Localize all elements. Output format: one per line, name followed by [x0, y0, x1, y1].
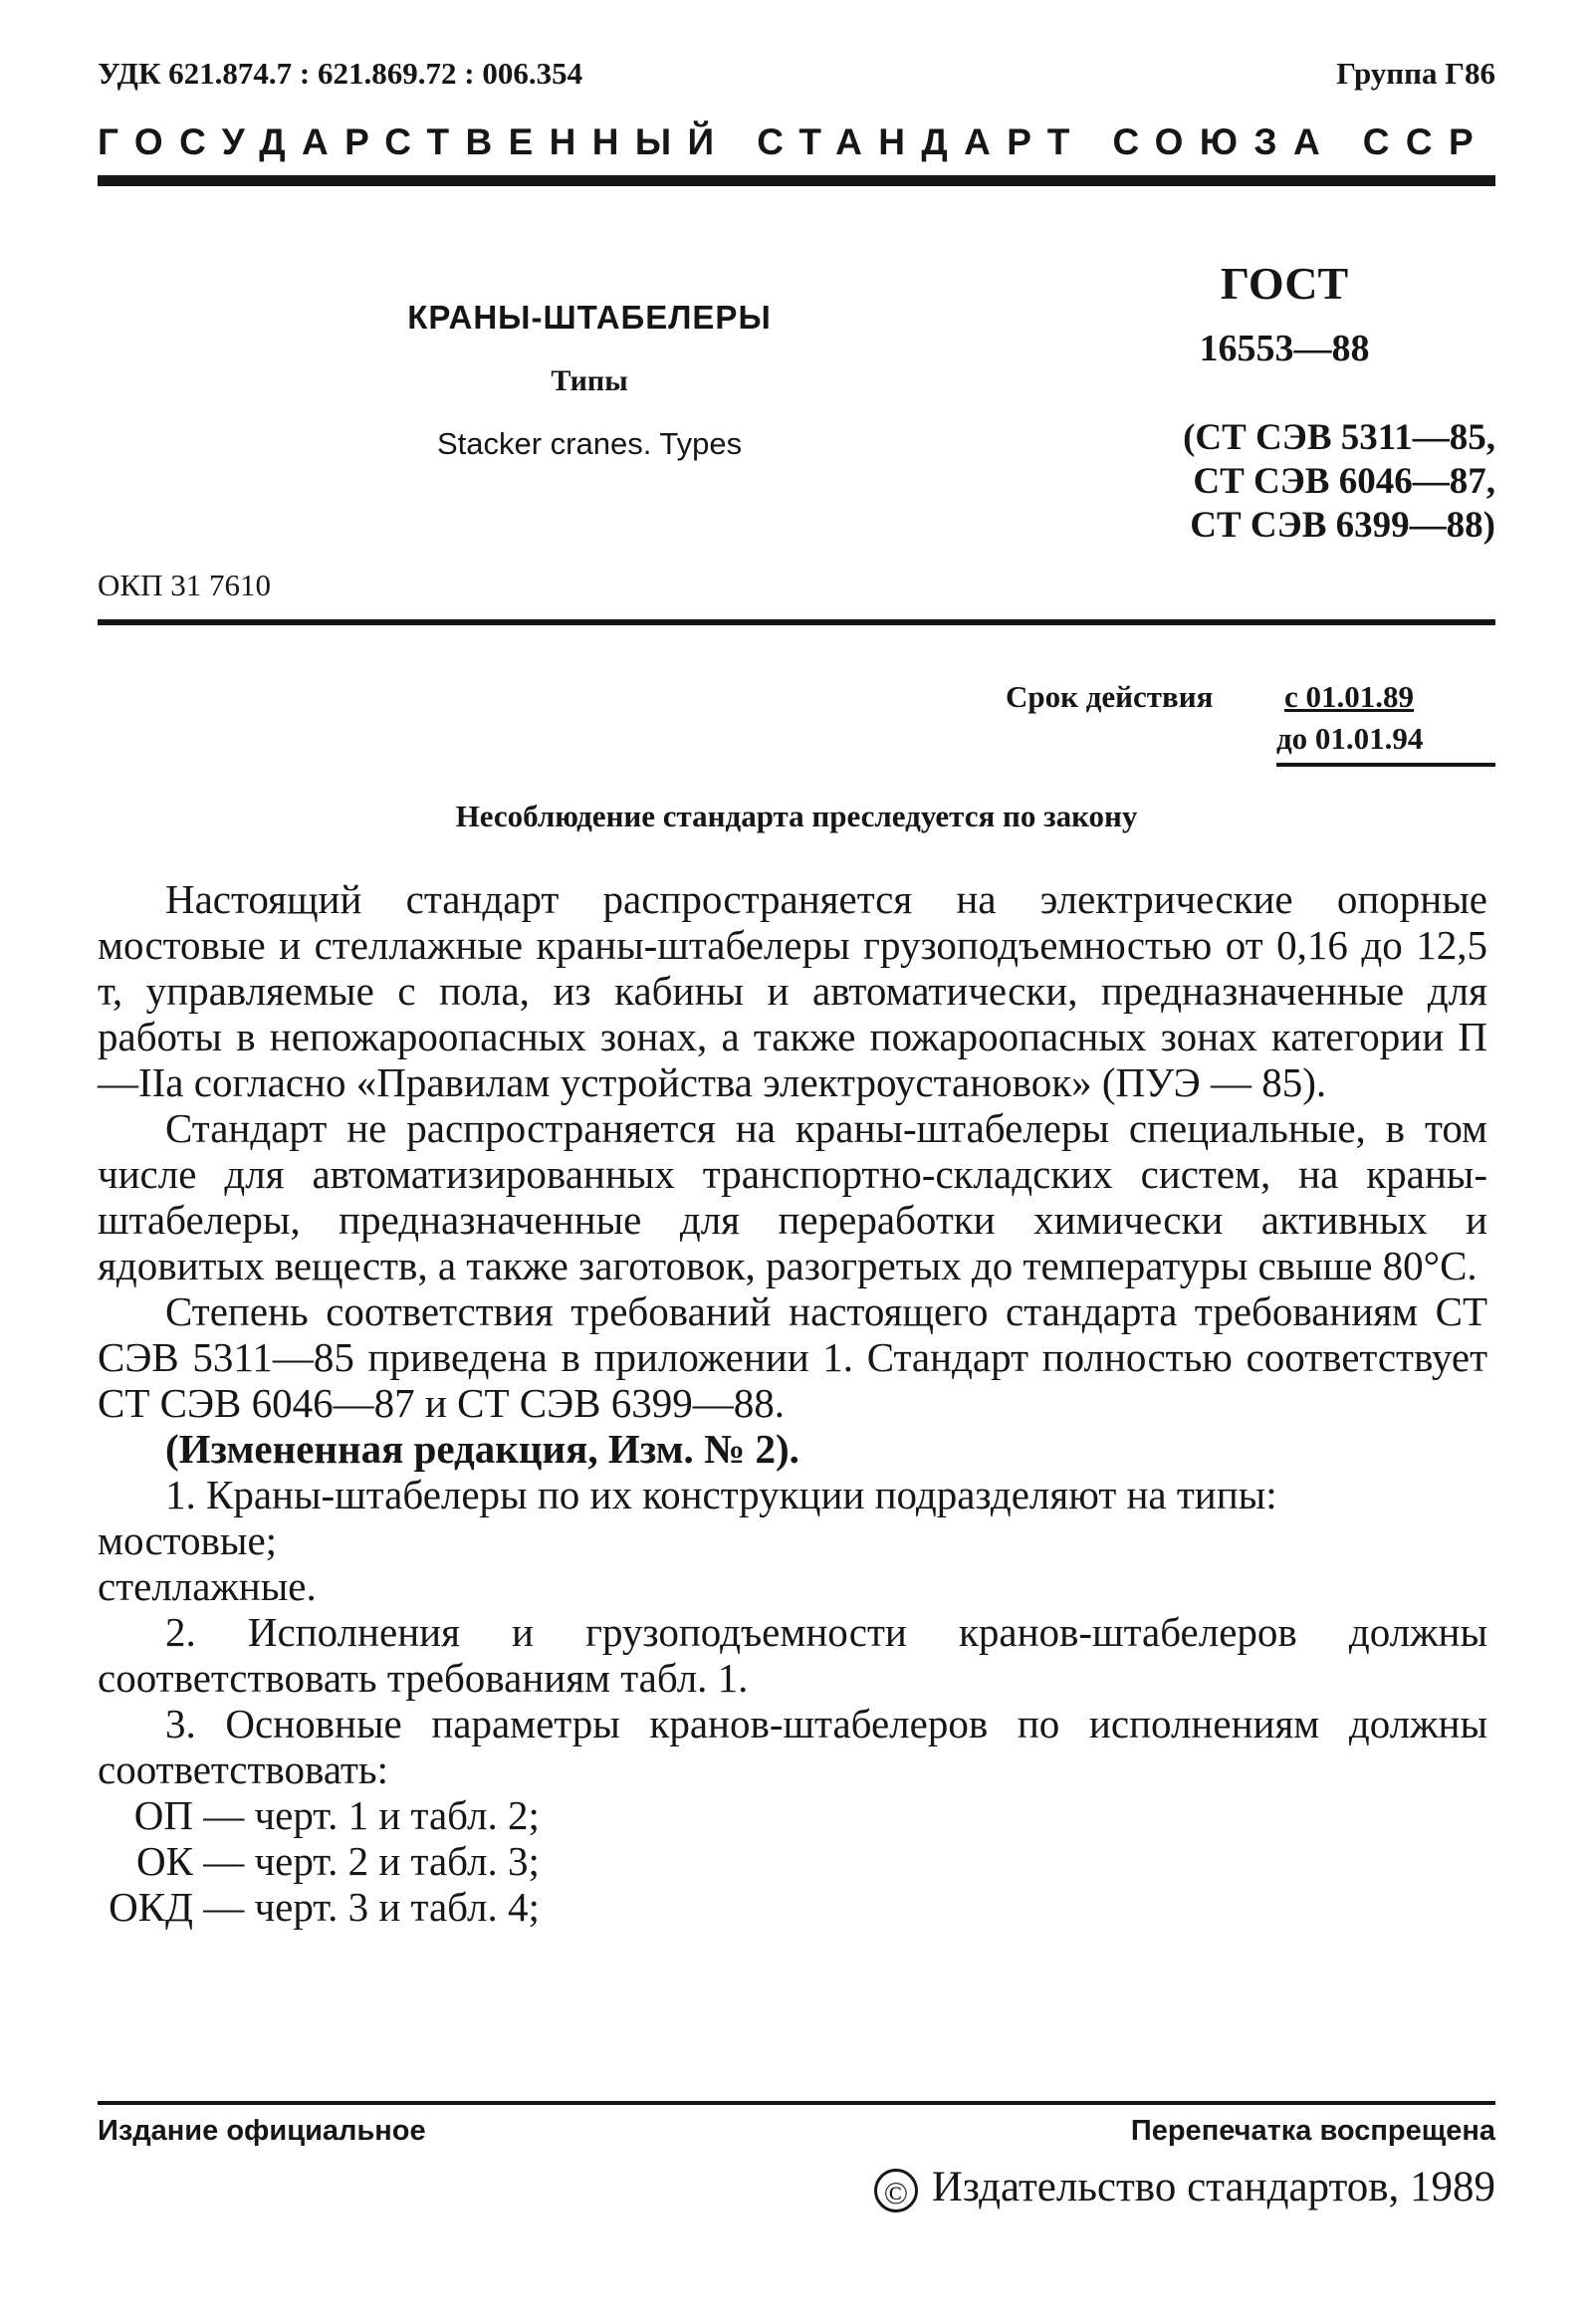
official-edition-label: Издание официальное — [98, 2115, 426, 2147]
clause-2: 2. Исполнения и грузоподъемности кранов-штабелеров должны соответствовать требованиям табл. 1. — [98, 1609, 1487, 1701]
title-block-rule — [98, 619, 1495, 625]
clause-1: 1. Краны-штабелеры по их конструкции подразделяют на типы: — [165, 1472, 1277, 1517]
legal-notice: Несоблюдение стандарта преследуется по закону — [455, 799, 1138, 833]
header-thick-rule — [98, 175, 1495, 186]
cmea-ref: (СТ СЭВ 5311—85, — [1183, 417, 1495, 458]
validity-from: с 01.01.89 — [1284, 679, 1415, 714]
validity-underline — [1276, 763, 1495, 767]
type-item: мостовые; — [98, 1517, 278, 1563]
copyright-icon: © — [874, 2169, 918, 2212]
version-code: ОП — [133, 1792, 193, 1838]
version-code: ОК — [136, 1838, 193, 1884]
copyright-text: Издательство стандартов, 1989 — [931, 2164, 1495, 2210]
udc-code: УДК 621.874.7 : 621.869.72 : 006.354 — [98, 56, 583, 91]
gost-number: 16553—88 — [1199, 328, 1370, 369]
gost-label: ГОСТ — [1220, 258, 1349, 309]
validity-label: Срок действия — [1006, 679, 1214, 714]
version-ref-text: — черт. 2 и табл. 3; — [193, 1838, 540, 1884]
document-title: КРАНЫ-ШТАБЕЛЕРЫ — [407, 299, 772, 336]
scope-paragraph: Настоящий стандарт распространяется на электрические опорные мостовые и стеллажные краны-штабелеры грузоподъемностью от 0,16 до 12,5 т, управляемые с пола, из кабины и автоматически, предназначенные для работы в непожароопасных зонах, а также пожароопасных зонах категории П—IIа согласно «Правилам устройства электроустановок» (ПУЭ — 85). — [98, 876, 1487, 1105]
version-ref-text: — черт. 3 и табл. 4; — [193, 1884, 540, 1930]
group-code: Группа Г86 — [1336, 56, 1495, 91]
english-title: Stacker cranes. Types — [436, 426, 743, 461]
version-ref-item — [98, 1792, 1487, 1838]
reprint-prohibited-label: Перепечатка воспрещена — [1130, 2115, 1495, 2147]
okp-code: ОКП 31 7610 — [98, 568, 271, 602]
cmea-ref: СТ СЭВ 6046—87, — [1193, 461, 1495, 502]
clause-3: 3. Основные параметры кранов-штабелеров по исполнениям должны соответствовать: — [98, 1701, 1487, 1792]
copyright-line — [874, 2163, 1495, 2212]
conformity-paragraph: Степень соответствия требований настоящего стандарта требованиям СТ СЭВ 5311—85 приведена в приложении 1. Стандарт полностью соответствует СТ СЭВ 6046—87 и СТ СЭВ 6399—88. — [98, 1288, 1487, 1426]
version-code: ОКД — [109, 1884, 193, 1930]
cmea-references — [1183, 416, 1495, 548]
version-ref-text: — черт. 1 и табл. 2; — [193, 1792, 540, 1838]
type-item: стеллажные. — [98, 1563, 317, 1609]
document-subtitle: Типы — [551, 364, 628, 397]
standard-body — [98, 876, 1487, 1930]
validity-to: до 01.01.94 — [1276, 721, 1424, 756]
version-ref-item — [98, 1838, 1487, 1884]
amendment-note: (Измененная редакция, Изм. № 2). — [165, 1426, 799, 1472]
cmea-ref: СТ СЭВ 6399—88) — [1190, 505, 1495, 546]
footer-rule — [98, 2101, 1495, 2105]
version-ref-item — [98, 1884, 1487, 1930]
state-standard-banner: ГОСУДАРСТВЕННЫЙ СТАНДАРТ СОЮЗА ССР — [98, 121, 1490, 162]
exclusion-paragraph: Стандарт не распространяется на краны-штабелеры специальные, в том числе для автоматизированных транспортно-складских систем, на краны-штабелеры, предназначенные для переработки химически активных и ядовитых веществ, а также заготовок, разогретых до температуры свыше 80°С. — [98, 1105, 1487, 1288]
